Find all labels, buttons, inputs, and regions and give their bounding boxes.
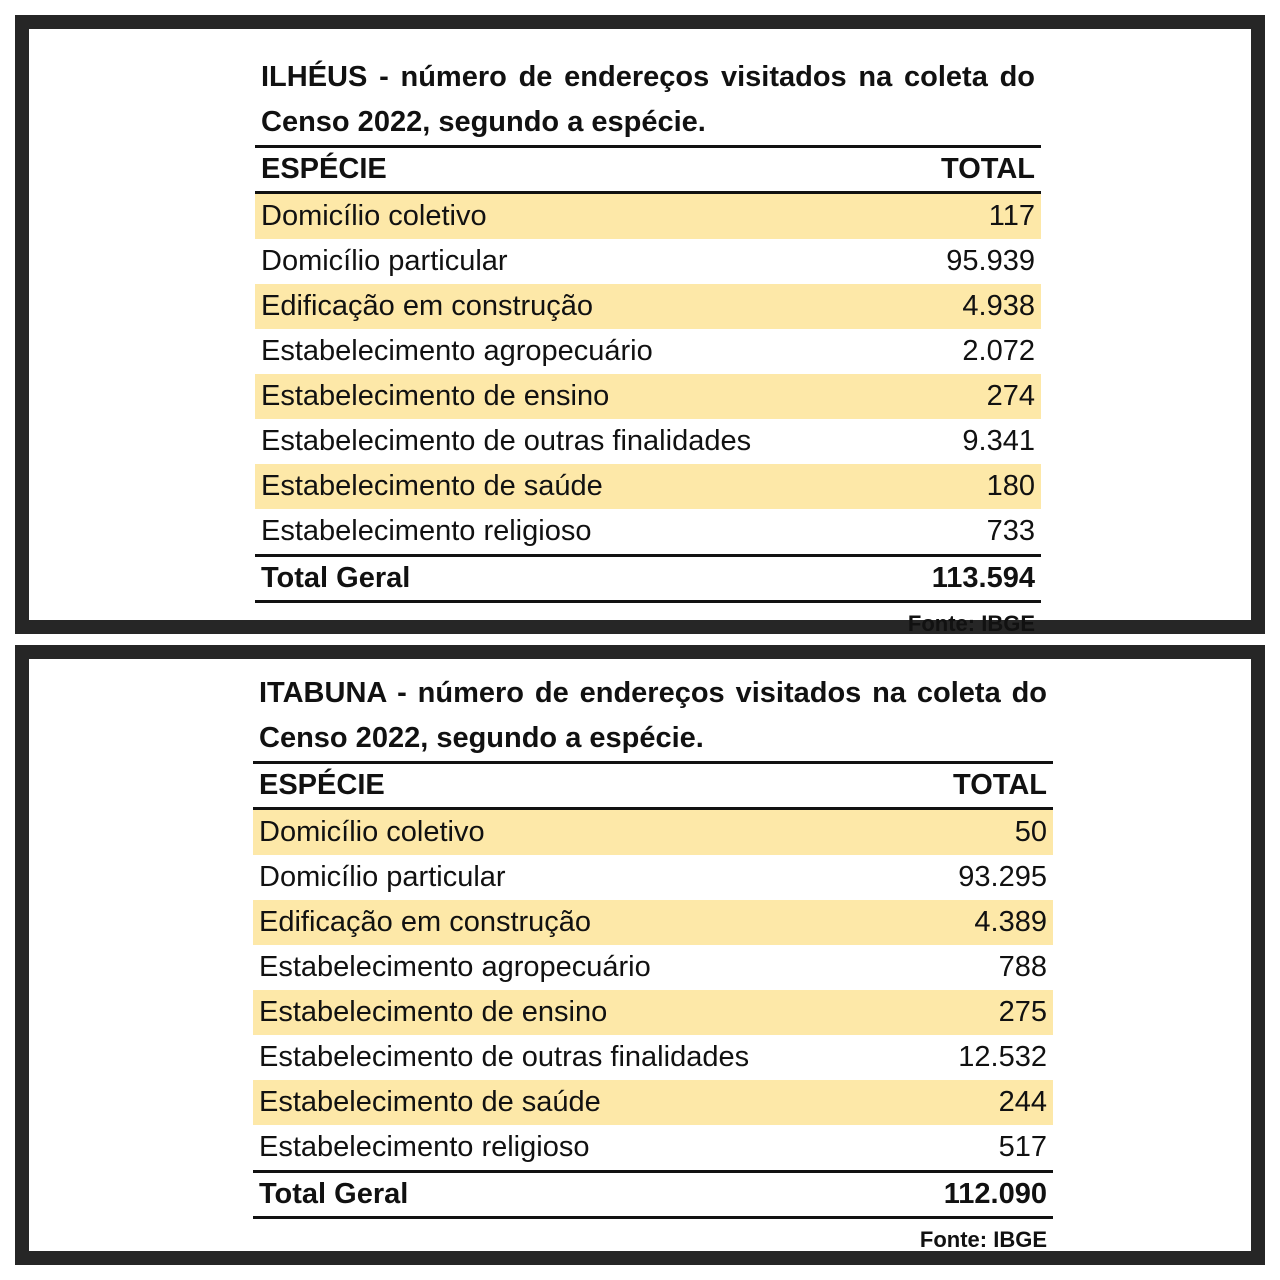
row-value: 50 [1014,816,1047,848]
row-label: Domicílio coletivo [259,816,485,848]
row-value: 2.072 [962,335,1035,367]
row-value: 9.341 [962,425,1035,457]
row-label: Estabelecimento de outras finalidades [261,425,752,457]
row-label: Edificação em construção [261,290,594,322]
row-value: 274 [986,380,1035,412]
source-note: Fonte: IBGE [919,1227,1047,1252]
table-row [255,509,1041,554]
table-row [255,239,1041,284]
row-value: 517 [998,1131,1047,1163]
row-value: 117 [988,200,1035,232]
table-row [253,900,1053,945]
row-value: 12.532 [958,1041,1047,1073]
table-title [261,55,1035,145]
row-label: Estabelecimento de saúde [259,1086,601,1118]
row-label: Estabelecimento de ensino [261,380,610,412]
source-note: Fonte: IBGE [907,611,1035,636]
row-label: Estabelecimento religioso [259,1131,590,1163]
row-label: Estabelecimento de outras finalidades [259,1041,750,1073]
table-title [259,671,1047,761]
row-label: Edificação em construção [259,906,592,938]
table-title-text: - número de endereços visitados na coleta do Censo 2022, segundo a espécie. [259,677,1047,754]
table-row [253,810,1053,855]
row-label: Estabelecimento religioso [261,515,592,547]
row-value: 95.939 [946,245,1035,277]
row-label: Estabelecimento agropecuário [261,335,653,367]
table-title-text: - número de endereços visitados na coleta do Censo 2022, segundo a espécie. [261,61,1035,138]
table-title-place: ILHÉUS [261,61,368,93]
total-row [255,554,1041,603]
row-label: Domicílio particular [261,245,508,277]
row-value: 275 [998,996,1047,1028]
itabuna-table-panel [15,645,1265,1265]
table-row [255,329,1041,374]
table-row [253,1035,1053,1080]
row-value: 4.938 [962,290,1035,322]
data-table [253,761,1053,1219]
row-value: 244 [998,1086,1047,1118]
table-title-place: ITABUNA [259,677,387,709]
column-header-especie: ESPÉCIE [259,769,385,801]
table-row [253,945,1053,990]
row-label: Domicílio coletivo [261,200,487,232]
total-label: Total Geral [261,562,411,594]
total-value: 113.594 [931,562,1035,594]
row-label: Estabelecimento de saúde [261,470,603,502]
table-content [255,55,1041,637]
row-label: Estabelecimento de ensino [259,996,608,1028]
total-value: 112.090 [943,1178,1047,1210]
column-header-total: TOTAL [941,153,1035,185]
row-value: 93.295 [958,861,1047,893]
table-row [253,1125,1053,1170]
row-value: 733 [986,515,1035,547]
row-label: Estabelecimento agropecuário [259,951,651,983]
table-row [253,990,1053,1035]
table-header-row [253,764,1053,810]
row-value: 180 [986,470,1035,502]
total-label: Total Geral [259,1178,409,1210]
row-value: 788 [998,951,1047,983]
table-row [255,284,1041,329]
row-value: 4.389 [974,906,1047,938]
table-row [253,1080,1053,1125]
table-row [253,855,1053,900]
total-row [253,1170,1053,1219]
ilheus-table-panel [15,15,1265,634]
column-header-total: TOTAL [953,769,1047,801]
data-table [255,145,1041,603]
table-row [255,194,1041,239]
row-label: Domicílio particular [259,861,506,893]
column-header-especie: ESPÉCIE [261,153,387,185]
table-row [255,464,1041,509]
table-content [253,671,1053,1253]
table-header-row [255,148,1041,194]
table-row [255,374,1041,419]
table-row [255,419,1041,464]
